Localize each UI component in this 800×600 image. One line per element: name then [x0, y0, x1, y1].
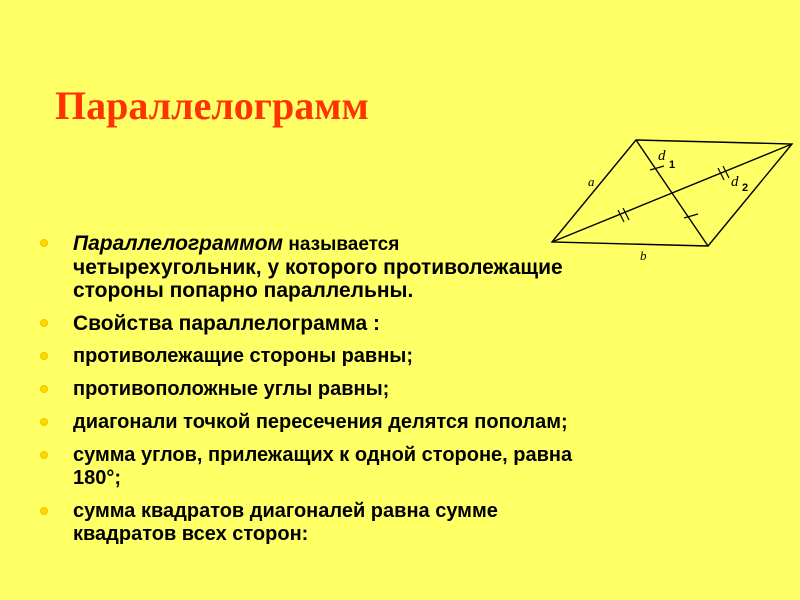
bullet-dot-icon	[40, 507, 48, 515]
property-item: противолежащие стороны равны;	[40, 345, 780, 368]
properties-heading: Свойства параллелограмма :	[73, 312, 381, 335]
d2-tick-left-1	[618, 210, 624, 222]
definition-bullet	[40, 232, 780, 302]
properties-heading-bullet	[40, 312, 780, 335]
bullet-list	[40, 232, 780, 556]
bullet-dot-icon	[40, 418, 48, 426]
definition-line-3: стороны попарно параллельны.	[73, 279, 414, 302]
label-d2-sub: 2	[742, 182, 749, 194]
definition-term: Параллелограммом	[73, 232, 284, 255]
label-d2: d	[731, 174, 739, 190]
definition-rest: называется	[283, 234, 400, 255]
d1-tick-upper	[650, 166, 664, 170]
label-a: a	[588, 174, 595, 189]
label-d1: d	[658, 148, 666, 164]
bullet-dot-icon	[40, 385, 48, 393]
bullet-dot-icon	[40, 352, 48, 360]
label-b: b	[640, 248, 647, 263]
bullet-dot-icon	[40, 239, 48, 247]
property-item: сумма углов, прилежащих к одной стороне, равна 180°;	[40, 444, 780, 490]
label-d1-sub: 1	[669, 159, 676, 171]
d2-tick-left-2	[623, 208, 629, 220]
definition-line-2: четырехугольник, у которого противолежащие	[73, 256, 563, 279]
property-item: противоположные углы равны;	[40, 378, 780, 401]
bullet-dot-icon	[40, 319, 48, 327]
slide-title: Параллелограмм	[55, 83, 369, 128]
bullet-dot-icon	[40, 451, 48, 459]
property-item: сумма квадратов диагоналей равна сумме квадратов всех сторон:	[40, 500, 780, 546]
property-item: диагонали точкой пересечения делятся пополам;	[40, 411, 780, 434]
